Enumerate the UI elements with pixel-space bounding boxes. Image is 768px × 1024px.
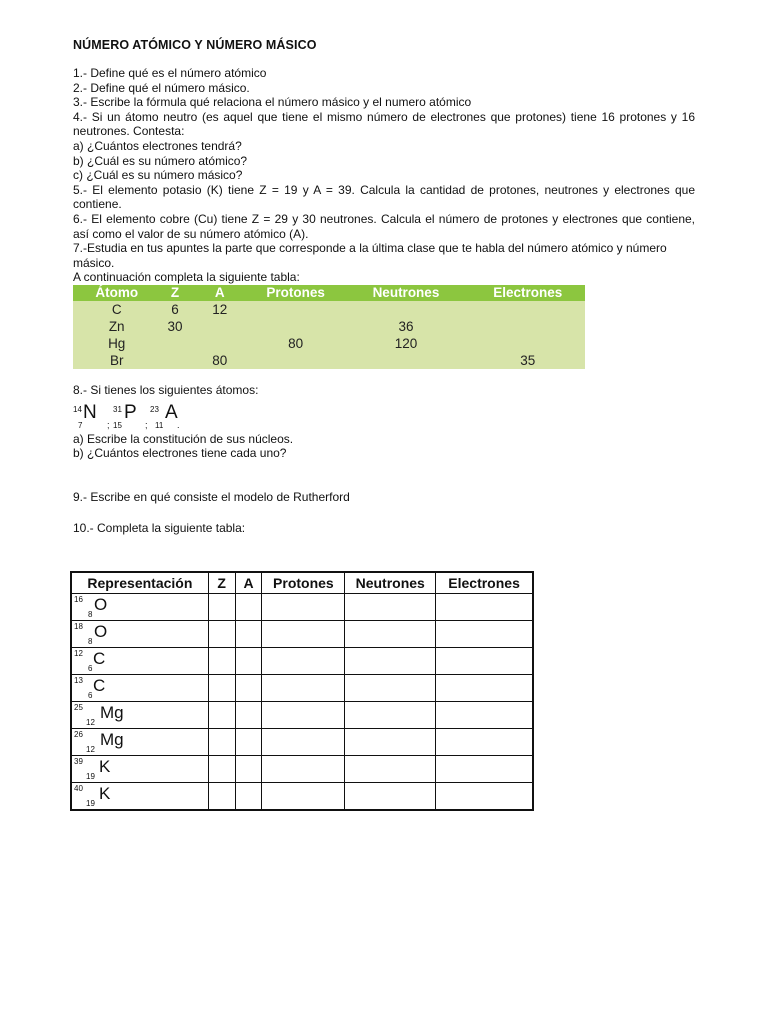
atomic-number: 8 bbox=[88, 610, 93, 619]
table-row bbox=[71, 729, 533, 756]
question-6: 6.- El elemento cobre (Cu) tiene Z = 29 y 30 neutrones. Calcula el número de protones y electrones que contiene, así como el valor de su número atómico (A). bbox=[73, 211, 695, 241]
mass-number: 26 bbox=[74, 730, 83, 739]
question-8b: b) ¿Cuántos electrones tiene cada uno? bbox=[73, 446, 287, 461]
header-z: Z bbox=[160, 285, 189, 301]
representation-cell bbox=[71, 756, 208, 783]
table-cell bbox=[160, 335, 189, 352]
table-cell bbox=[470, 335, 585, 352]
z-cell[interactable] bbox=[208, 675, 235, 702]
table-intro: A continuación completa la siguiente tabla: bbox=[73, 270, 300, 285]
separator: ; bbox=[145, 419, 148, 430]
mass-number: 25 bbox=[74, 703, 83, 712]
table-cell bbox=[341, 301, 470, 318]
representation-table bbox=[70, 571, 534, 811]
mass-number: 31 bbox=[113, 404, 122, 414]
element-symbol: Mg bbox=[100, 730, 124, 749]
element-symbol: P bbox=[124, 401, 137, 423]
representation-cell bbox=[71, 594, 208, 621]
atomic-number: 19 bbox=[86, 772, 95, 781]
table-cell: 30 bbox=[160, 318, 189, 335]
table-row bbox=[71, 783, 533, 811]
table-cell: 12 bbox=[190, 301, 250, 318]
mass-number: 18 bbox=[74, 622, 83, 631]
table-row bbox=[71, 675, 533, 702]
table-cell bbox=[341, 352, 470, 369]
atomic-number: 19 bbox=[86, 799, 95, 808]
table-row bbox=[73, 318, 585, 335]
table-cell: Zn bbox=[73, 318, 160, 335]
table-cell: 35 bbox=[470, 352, 585, 369]
neutrones-cell[interactable] bbox=[345, 702, 436, 729]
z-cell[interactable] bbox=[208, 648, 235, 675]
question-4b: b) ¿Cuál es su número atómico? bbox=[73, 153, 248, 168]
header-a: A bbox=[235, 572, 262, 594]
electrones-cell[interactable] bbox=[436, 594, 533, 621]
mass-number: 12 bbox=[74, 649, 83, 658]
atomic-number: 6 bbox=[88, 691, 93, 700]
question-2: 2.- Define qué el número másico. bbox=[73, 80, 250, 95]
mass-number: 13 bbox=[74, 676, 83, 685]
a-cell[interactable] bbox=[235, 729, 262, 756]
element-symbol: A bbox=[165, 401, 178, 423]
protones-cell[interactable] bbox=[262, 621, 345, 648]
element-symbol: C bbox=[93, 676, 106, 695]
atomic-number: 8 bbox=[88, 637, 93, 646]
table-cell bbox=[470, 318, 585, 335]
table-cell: 80 bbox=[250, 335, 342, 352]
z-cell[interactable] bbox=[208, 783, 235, 811]
protones-cell[interactable] bbox=[262, 702, 345, 729]
atomic-number: 12 bbox=[86, 718, 95, 727]
table-cell: Br bbox=[73, 352, 160, 369]
header-electrones: Electrones bbox=[436, 572, 533, 594]
table-cell: 80 bbox=[190, 352, 250, 369]
a-cell[interactable] bbox=[235, 594, 262, 621]
representation-cell bbox=[71, 729, 208, 756]
neutrones-cell[interactable] bbox=[345, 756, 436, 783]
table-cell bbox=[470, 301, 585, 318]
separator: ; bbox=[107, 419, 110, 430]
table-cell bbox=[190, 335, 250, 352]
neutrones-cell[interactable] bbox=[345, 594, 436, 621]
a-cell[interactable] bbox=[235, 621, 262, 648]
table-row bbox=[73, 335, 585, 352]
neutrones-cell[interactable] bbox=[345, 675, 436, 702]
header-representacion: Representación bbox=[71, 572, 208, 594]
a-cell[interactable] bbox=[235, 702, 262, 729]
table-row bbox=[71, 756, 533, 783]
table-row bbox=[73, 352, 585, 369]
table-cell bbox=[250, 301, 342, 318]
atomic-number: 7 bbox=[78, 420, 83, 430]
header-neutrones: Neutrones bbox=[345, 572, 436, 594]
z-cell[interactable] bbox=[208, 702, 235, 729]
question-10: 10.- Completa la siguiente tabla: bbox=[73, 521, 246, 536]
representation-cell bbox=[71, 621, 208, 648]
header-protones: Protones bbox=[262, 572, 345, 594]
element-symbol: Mg bbox=[100, 703, 124, 722]
a-cell[interactable] bbox=[235, 756, 262, 783]
electrones-cell[interactable] bbox=[436, 729, 533, 756]
z-cell[interactable] bbox=[208, 729, 235, 756]
representation-cell bbox=[71, 648, 208, 675]
table-row bbox=[71, 648, 533, 675]
mass-number: 39 bbox=[74, 757, 83, 766]
element-symbol: O bbox=[94, 622, 108, 641]
header-atomo: Átomo bbox=[73, 285, 160, 301]
table-row bbox=[71, 621, 533, 648]
header-a: A bbox=[190, 285, 250, 301]
table-cell: C bbox=[73, 301, 160, 318]
question-4a: a) ¿Cuántos electrones tendrá? bbox=[73, 138, 242, 153]
header-electrones: Electrones bbox=[470, 285, 585, 301]
atom-table bbox=[73, 285, 585, 369]
header-protones: Protones bbox=[250, 285, 342, 301]
protones-cell[interactable] bbox=[262, 648, 345, 675]
protones-cell[interactable] bbox=[262, 783, 345, 811]
mass-number: 14 bbox=[73, 404, 82, 414]
page-title: NÚMERO ATÓMICO Y NÚMERO MÁSICO bbox=[73, 38, 317, 52]
table-cell bbox=[250, 352, 342, 369]
neutrones-cell[interactable] bbox=[345, 783, 436, 811]
question-5: 5.- El elemento potasio (K) tiene Z = 19 y A = 39. Calcula la cantidad de protones, neutrones y electrones que contiene. bbox=[73, 182, 695, 212]
header-z: Z bbox=[208, 572, 235, 594]
representation-cell bbox=[71, 702, 208, 729]
worksheet bbox=[73, 38, 695, 536]
protones-cell[interactable] bbox=[262, 729, 345, 756]
representation-cell bbox=[71, 783, 208, 811]
mass-number: 16 bbox=[74, 595, 83, 604]
a-cell[interactable] bbox=[235, 648, 262, 675]
electrones-cell[interactable] bbox=[436, 756, 533, 783]
protones-cell[interactable] bbox=[262, 594, 345, 621]
electrones-cell[interactable] bbox=[436, 702, 533, 729]
neutrones-cell[interactable] bbox=[345, 729, 436, 756]
electrones-cell[interactable] bbox=[436, 621, 533, 648]
a-cell[interactable] bbox=[235, 675, 262, 702]
protones-cell[interactable] bbox=[262, 756, 345, 783]
mass-number: 40 bbox=[74, 784, 83, 793]
electrones-cell[interactable] bbox=[436, 783, 533, 811]
question-8a: a) Escribe la constitución de sus núcleos. bbox=[73, 431, 294, 446]
table-cell: 36 bbox=[341, 318, 470, 335]
electrones-cell[interactable] bbox=[436, 648, 533, 675]
z-cell[interactable] bbox=[208, 621, 235, 648]
question-7: 7.-Estudia en tus apuntes la parte que corresponde a la última clase que te habla del número atómico y número másico. bbox=[73, 241, 667, 270]
question-1: 1.- Define qué es el número atómico bbox=[73, 66, 267, 80]
a-cell[interactable] bbox=[235, 783, 262, 811]
atomic-number: 6 bbox=[88, 664, 93, 673]
z-cell[interactable] bbox=[208, 594, 235, 621]
question-4c: c) ¿Cuál es su número másico? bbox=[73, 168, 243, 183]
question-3: 3.- Escribe la fórmula qué relaciona el número másico y el numero atómico bbox=[73, 95, 472, 110]
element-symbol: O bbox=[94, 595, 108, 614]
header-neutrones: Neutrones bbox=[341, 285, 470, 301]
representation-cell bbox=[71, 675, 208, 702]
table-row bbox=[73, 301, 585, 318]
electrones-cell[interactable] bbox=[436, 675, 533, 702]
table-row bbox=[71, 702, 533, 729]
atomic-number: 11 bbox=[155, 420, 164, 430]
mass-number: 23 bbox=[150, 404, 159, 414]
atom-symbols bbox=[73, 402, 695, 432]
element-symbol: N bbox=[83, 401, 97, 423]
representation-table-header bbox=[71, 572, 533, 594]
neutrones-cell[interactable] bbox=[345, 648, 436, 675]
element-symbol: C bbox=[93, 649, 106, 668]
table-cell bbox=[250, 318, 342, 335]
separator: . bbox=[177, 419, 180, 430]
table-cell: Hg bbox=[73, 335, 160, 352]
question-8: 8.- Si tienes los siguientes átomos: bbox=[73, 382, 259, 397]
atomic-number: 15 bbox=[113, 420, 122, 430]
atomic-number: 12 bbox=[86, 745, 95, 754]
table-cell: 6 bbox=[160, 301, 189, 318]
question-4: 4.- Si un átomo neutro (es aquel que tiene el mismo número de electrones que protones) tiene 16 protones y 16 neutrones. Contesta: bbox=[73, 109, 695, 139]
question-9: 9.- Escribe en qué consiste el modelo de Rutherford bbox=[73, 489, 350, 504]
table-cell bbox=[160, 352, 189, 369]
neutrones-cell[interactable] bbox=[345, 621, 436, 648]
z-cell[interactable] bbox=[208, 756, 235, 783]
protones-cell[interactable] bbox=[262, 675, 345, 702]
table-cell bbox=[190, 318, 250, 335]
table-row bbox=[71, 594, 533, 621]
element-symbol: K bbox=[99, 757, 111, 776]
element-symbol: K bbox=[99, 784, 111, 803]
atom-table-header bbox=[73, 285, 585, 301]
table-cell: 120 bbox=[341, 335, 470, 352]
